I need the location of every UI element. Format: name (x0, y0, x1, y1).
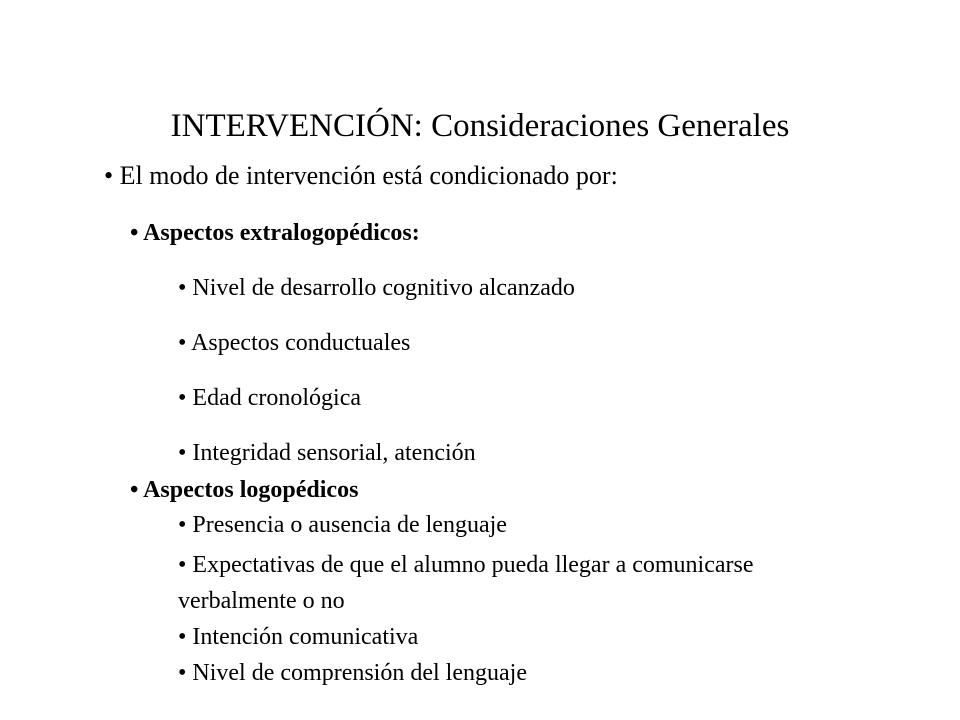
bullet-icon: • (178, 552, 187, 578)
bullet-icon: • (178, 275, 187, 301)
section-heading-extralogopedic (130, 218, 420, 248)
intro-bullet (104, 160, 618, 192)
bullet-icon: • (178, 385, 187, 411)
bullet-icon: • (178, 330, 187, 356)
bullet-icon: • (178, 624, 187, 650)
list-item-text: Presencia o ausencia de lenguaje (192, 512, 507, 538)
list-item-text: Integridad sensorial, atención (192, 440, 476, 466)
section-heading-text: Aspectos logopédicos (143, 477, 359, 503)
bullet-icon: • (130, 220, 139, 246)
slide-title: INTERVENCIÓN: Consideraciones Generales (170, 108, 790, 144)
list-item (178, 273, 575, 303)
list-item (178, 383, 361, 413)
list-item-text: verbalmente o no (178, 588, 345, 614)
list-item (178, 658, 527, 688)
bullet-icon: • (178, 440, 187, 466)
bullet-icon: • (178, 660, 187, 686)
list-item-text: Nivel de comprensión del lenguaje (192, 660, 527, 686)
list-item (178, 550, 754, 580)
bullet-icon: • (178, 512, 187, 538)
list-item (178, 510, 507, 540)
list-item-text: Aspectos conductuales (191, 330, 411, 356)
list-item-text: Nivel de desarrollo cognitivo alcanzado (192, 275, 575, 301)
list-item-text: Expectativas de que el alumno pueda llegar a comunicarse (192, 552, 754, 578)
list-item (178, 622, 418, 652)
list-item-text: Intención comunicativa (192, 624, 419, 650)
list-item (178, 328, 410, 358)
intro-text: El modo de intervención está condicionado por: (119, 161, 618, 190)
bullet-icon: • (104, 161, 114, 190)
section-heading-text: Aspectos extralogopédicos: (143, 220, 420, 246)
bullet-icon: • (130, 477, 139, 503)
list-item-continuation (178, 586, 345, 616)
section-heading-logopedic (130, 475, 358, 505)
list-item-text: Edad cronológica (192, 385, 362, 411)
list-item (178, 438, 476, 468)
